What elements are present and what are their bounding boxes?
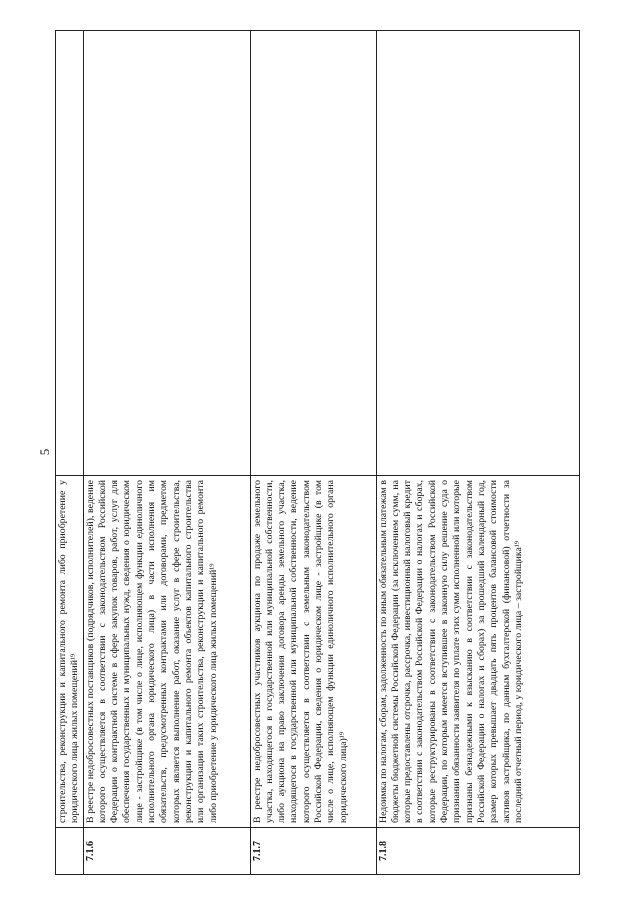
rotated-page — [37, 30, 575, 875]
value-cell — [56, 31, 84, 476]
row-number — [56, 828, 84, 875]
row-text-content: строительства, реконструкции и капитального ремонта либо приобретение у юридического лица жилых помещений¹⁹ — [57, 480, 81, 823]
row-number: 7.1.8 — [376, 828, 579, 875]
row-text-content: В реестре недобросовестных поставщиков (подрядчиков, исполнителей), ведение которого осуществляется в соответствии с законодательством Российской Федерации о контрактной системе в сфере закупок товаров, работ, услуг для обеспечения государственных и муниципальных нужд, сведения о юридическом лице - застройщике (в том числе о лице, исполняющем функции единоличного исполнительного органа юридического лица) в части исполнения им обязательств, предусмотренных контрактами или договорами, предметом которых является выполнение работ, оказание услуг в сфере строительства, реконструкции и капитального ремонта объектов капитального строительства или организации таких строительства, реконструкции и капитального ремонта либо приобретение у юридического лица жилых помещений¹⁹ — [84, 480, 219, 823]
row-text — [83, 476, 250, 828]
table-row — [56, 31, 84, 875]
row-text-content: В реестре недобросовестных участников аукциона по продаже земельного участка, находящегося в государственной или муниципальной собственности, либо аукциона на право заключения договора аренды земельного участка, находящегося в государственной или муниципальной собственности, ведение которого осуществляется в соответствии с земельным законодательством Российской Федерации, сведения о юридическом лице - застройщике (в том числе о лице, исполняющем функции единоличного исполнительного органа юридического лица)¹⁹ — [251, 480, 349, 823]
row-number: 7.1.7 — [250, 828, 376, 875]
row-text — [56, 476, 84, 828]
table-row — [250, 31, 376, 875]
row-text-content: Недоимка по налогам, сборам, задолженность по иным обязательным платежам в бюджеты бюджетной системы Российской Федерации (за исключением сумм, на которые предоставлены отсрочка, рассрочка, инвестиционный налоговый кредит в соответствии с законодательством Российской Федерации о налогах и сборах, которые реструктурированы в соответствии с законодательством Российской Федерации, по которым имеется вступившее в законную силу решение суда о признании обязанности заявителя по уплате этих сумм исполненной или которые признаны безнадежными к взысканию в соответствии с законодательством Российской Федерации о налогах и сборах) за прошедший календарный год, размер которых превышает двадцать пять процентов балансовой стоимости активов застройщика, по данным бухгалтерской (финансовой) отчетности за последний отчетный период, у юридического лица – застройщика¹⁹ — [377, 480, 524, 823]
table-row — [376, 31, 579, 875]
row-text — [250, 476, 376, 828]
value-cell — [250, 31, 376, 476]
page-number: 5 — [37, 448, 52, 456]
row-text — [376, 476, 579, 828]
value-cell — [83, 31, 250, 476]
row-number: 7.1.6 — [83, 828, 250, 875]
table-row — [83, 31, 250, 875]
value-cell — [376, 31, 579, 476]
requirements-table — [55, 30, 580, 875]
